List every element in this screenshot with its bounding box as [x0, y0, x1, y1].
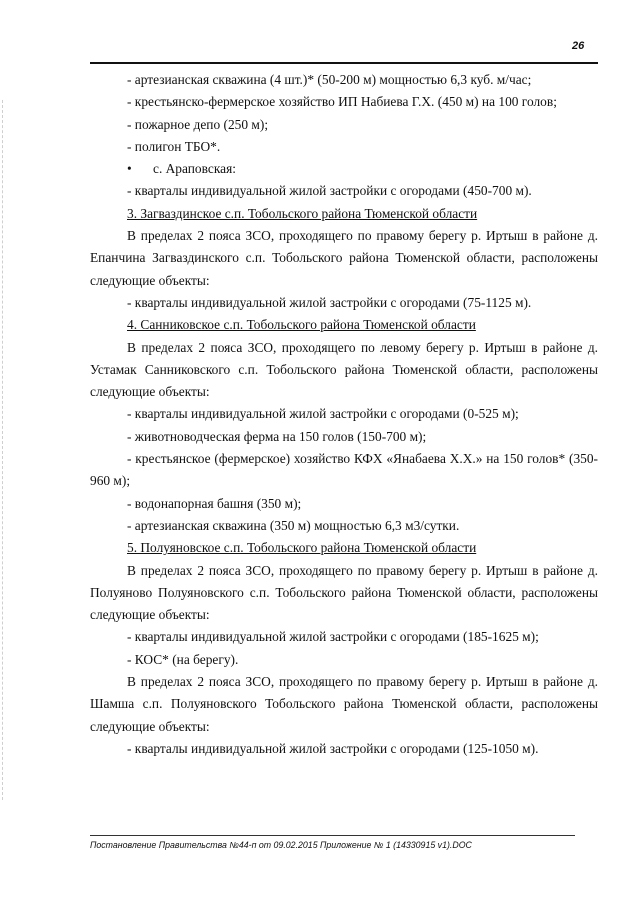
section-heading: 4. Санниковское с.п. Тобольского района Тюменской области	[127, 317, 476, 333]
list-item: - пожарное депо (250 м);	[127, 116, 269, 132]
list-item: - кварталы индивидуальной жилой застройки с огородами (185-1625 м);	[127, 629, 539, 645]
section-heading: 5. Полуяновское с.п. Тобольского района Тюменской области	[127, 540, 477, 556]
body-paragraph: В пределах 2 пояса ЗСО, проходящего по правому берегу р. Иртыш в районе д. Полуяново Полуяновского с.п. Тобольского района Тюменской области, расположены следующие объекты:	[90, 562, 598, 623]
list-item: - водонапорная башня (350 м);	[127, 495, 302, 511]
bullet-icon: •	[127, 161, 132, 177]
list-item: - кварталы индивидуальной жилой застройки с огородами (450-700 м).	[127, 183, 532, 199]
body-paragraph: В пределах 2 пояса ЗСО, проходящего по правому берегу р. Иртыш в районе д. Шамша с.п. Полуяновского Тобольского района Тюменской области, расположены следующие объекты:	[90, 674, 598, 734]
list-item: - крестьянско-фермерское хозяйство ИП Набиева Г.Х. (450 м) на 100 голов;	[127, 94, 557, 110]
header-rule	[90, 62, 598, 64]
body-paragraph: В пределах 2 пояса ЗСО, проходящего по левому берегу р. Иртыш в районе д. Устамак Санниковского с.п. Тобольского района Тюменской области, расположены следующие объекты:	[90, 339, 598, 400]
list-item: - КОС* (на берегу).	[127, 651, 239, 667]
settlement-label: с. Араповская:	[153, 161, 236, 177]
list-item: - крестьянское (фермерское) хозяйство КФХ «Янабаева Х.Х.» на 150 голов* (350-960 м);	[90, 451, 598, 489]
body-paragraph: В пределах 2 пояса ЗСО, проходящего по правому берегу р. Иртыш в районе д. Епанчина Загваздинского с.п. Тобольского района Тюменской области, расположены следующие объекты:	[90, 228, 598, 288]
bullet-item	[90, 158, 598, 180]
list-item: - артезианская скважина (350 м) мощностью 6,3 м3/сутки.	[127, 517, 460, 533]
scan-edge-marks	[2, 100, 4, 800]
list-item: - животноводческая ферма на 150 голов (150-700 м);	[127, 428, 427, 444]
document-body	[90, 69, 598, 760]
section-heading: 3. Загваздинское с.п. Тобольского района Тюменской области	[127, 205, 478, 221]
list-item: - кварталы индивидуальной жилой застройки с огородами (0-525 м);	[127, 406, 519, 422]
list-item: - кварталы индивидуальной жилой застройки с огородами (75-1125 м).	[127, 294, 532, 310]
list-item: - артезианская скважина (4 шт.)* (50-200 м) мощностью 6,3 куб. м/час;	[127, 72, 532, 87]
footer-rule	[90, 835, 575, 836]
list-item: - полигон ТБО*.	[127, 138, 221, 154]
list-item: - кварталы индивидуальной жилой застройки с огородами (125-1050 м).	[127, 740, 539, 756]
page-number: 26	[572, 40, 585, 52]
footer-text: Постановление Правительства №44-п от 09.02.2015 Приложение № 1 (14330915 v1).DOC	[90, 840, 472, 850]
